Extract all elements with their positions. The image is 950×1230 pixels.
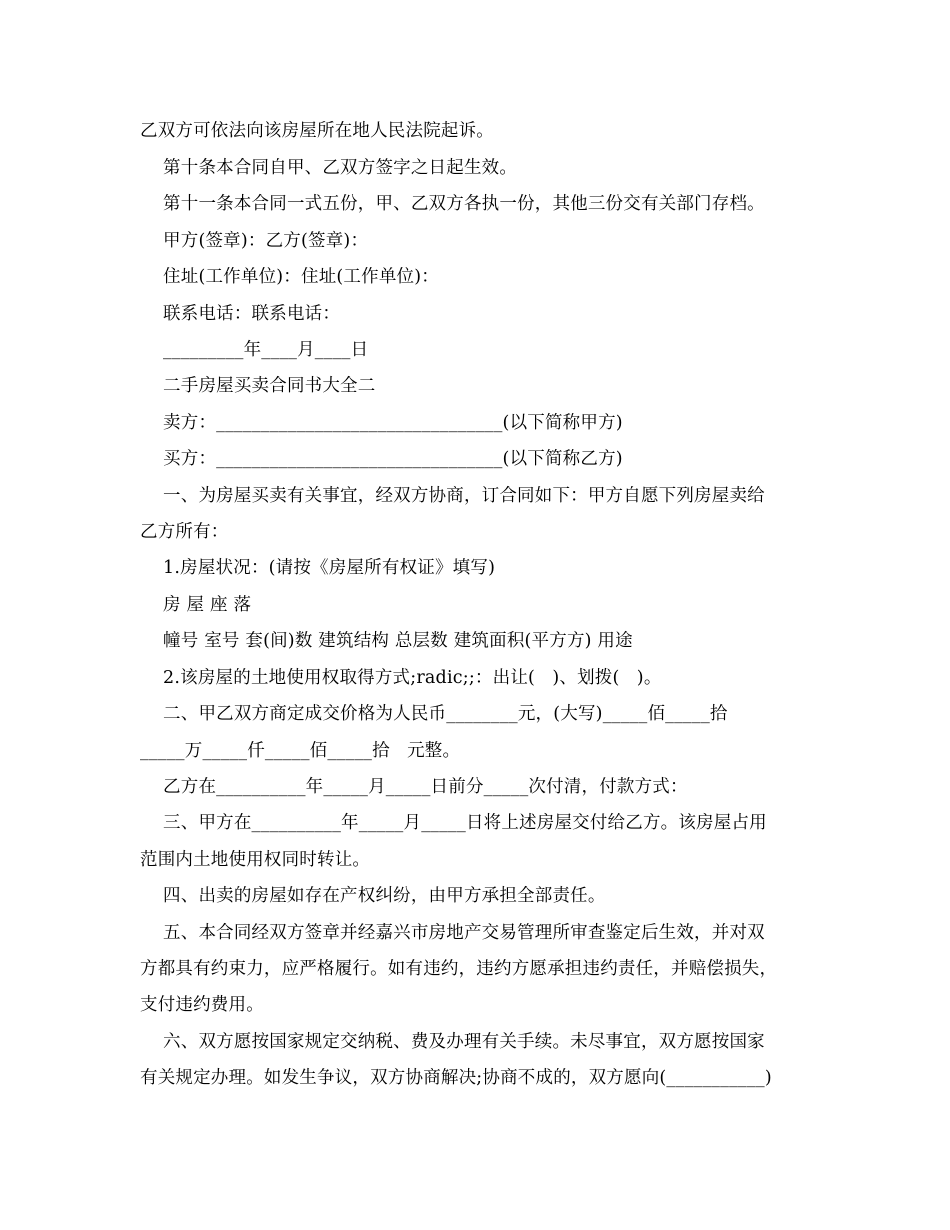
text-line: 买方：________________________________(以下简称乙方)	[140, 449, 623, 469]
text-line: 一、为房屋买卖有关事宜，经双方协商，订合同如下：甲方自愿下列房屋卖给	[140, 486, 765, 506]
text-line: 乙双方可依法向该房屋所在地人民法院起诉。	[140, 121, 494, 141]
section-heading: 二手房屋买卖合同书大全二	[140, 376, 376, 396]
text-line: 二、甲乙双方商定成交价格为人民币________元，(大写)_____佰_____拾	[140, 704, 728, 724]
text-line: 卖方：________________________________(以下简称甲方)	[140, 413, 623, 433]
text-line: 范围内土地使用权同时转让。	[140, 850, 371, 870]
text-line: 三、甲方在__________年_____月_____日将上述房屋交付给乙方。该房屋占用	[140, 813, 767, 833]
text-line: 乙方在__________年_____月_____日前分_____次付清，付款方式：	[140, 777, 688, 797]
text-line: 住址(工作单位)：住址(工作单位)：	[140, 267, 439, 287]
text-line: 甲方(签章)：乙方(签章)：	[140, 231, 369, 251]
text-line: 乙方所有：	[140, 522, 229, 542]
text-line: _____万_____仟_____佰_____拾 元整。	[140, 741, 461, 761]
text-line: 第十一条本合同一式五份，甲、乙双方各执一份，其他三份交有关部门存档。	[140, 194, 765, 214]
text-line: 2.该房屋的土地使用权取得方式;radic;;：出让( )、划拨( )。	[140, 668, 662, 688]
text-line: 方都具有约束力，应严格履行。如有违约，违约方愿承担违约责任，并赔偿损失，	[140, 959, 778, 979]
text-line: 1.房屋状况：(请按《房屋所有权证》填写)	[140, 558, 496, 578]
text-line: 五、本合同经双方签章并经嘉兴市房地产交易管理所审查鉴定后生效，并对双	[140, 923, 765, 943]
text-line: 有关规定办理。如发生争议，双方协商解决;协商不成的，双方愿向(___________)	[140, 1068, 772, 1088]
text-line: 四、出卖的房屋如存在产权纠纷，由甲方承担全部责任。	[140, 886, 606, 906]
text-line: 幢号 室号 套(间)数 建筑结构 总层数 建筑面积(平方方) 用途	[140, 631, 633, 651]
text-line: 联系电话：联系电话：	[140, 304, 341, 324]
text-line: 第十条本合同自甲、乙双方签字之日起生效。	[140, 158, 518, 178]
text-line: 六、双方愿按国家规定交纳税、费及办理有关手续。未尽事宜，双方愿按国家	[140, 1032, 765, 1052]
text-line: _________年____月____日	[140, 340, 369, 360]
text-line: 支付违约费用。	[140, 995, 264, 1015]
text-line: 房 屋 座 落	[140, 595, 252, 615]
